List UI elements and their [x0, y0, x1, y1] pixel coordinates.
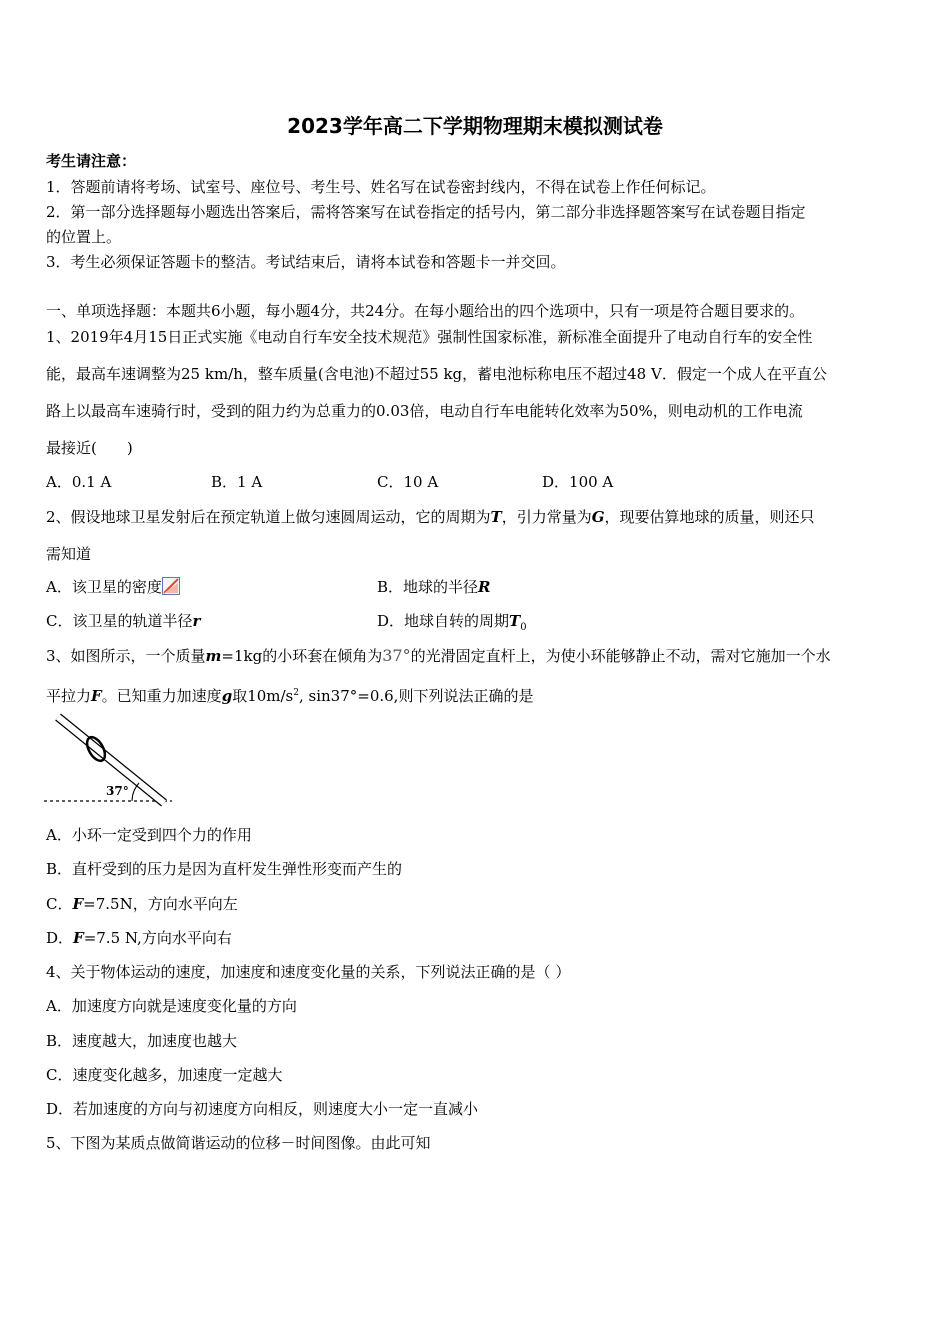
question-4-option-a: A．加速度方向就是速度变化量的方向 [46, 997, 297, 1015]
question-1-line: 1、2019年4月15日正式实施《电动自行车安全技术规范》强制性国家标准，新标准全面提升了电动自行车的安全性 [46, 328, 813, 346]
question-2-option-b: B．地球的半径R [377, 578, 491, 596]
figure-angle-label: 37° [106, 784, 129, 798]
question-2-option-a: A．该卫星的密度 [46, 577, 180, 597]
question-3-option-a: A．小环一定受到四个力的作用 [46, 826, 252, 844]
question-3-option-d: D．F=7.5 N,方向水平向右 [46, 929, 232, 947]
question-2-option-c: C．该卫星的轨道半径r [46, 612, 201, 630]
question-3-stem-line2: 平拉力F。已知重力加速度g取$10m/s^2$, sin37°=0.6,则下列说法正确的是 [46, 687, 534, 705]
section-heading: 一、单项选择题：本题共6小题，每小题4分，共24分。在每小题给出的四个选项中，只有一项是符合题目要求的。 [46, 302, 805, 320]
question-3-option-c: C．F=7.5N，方向水平向左 [46, 895, 238, 913]
incline-rod-figure [44, 713, 174, 808]
question-3-option-b: B．直杆受到的压力是因为直杆发生弹性形变而产生的 [46, 860, 403, 878]
question-1-line: 最接近( ) [46, 439, 133, 457]
question-2-option-d: D．地球自转的周期$T_0$ [377, 612, 527, 633]
question-1-option-d: D．100 A [542, 473, 614, 491]
question-4-option-d: D．若加速度的方向与初速度方向相反，则速度大小一定一直减小 [46, 1100, 479, 1118]
question-2-stem: 2、假设地球卫星发射后在预定轨道上做匀速圆周运动，它的周期为T，引力常量为G，现要估算地球的质量，则还只 [46, 508, 815, 526]
question-4-option-c: C．速度变化越多，加速度一定越大 [46, 1066, 283, 1084]
angle-value: 37° [382, 646, 411, 665]
notice-item: 的位置上。 [46, 228, 122, 246]
question-4-option-b: B．速度越大，加速度也越大 [46, 1032, 238, 1050]
question-1-option-a: A．0.1 A [46, 473, 112, 491]
density-formula-icon [162, 577, 180, 595]
var-T: T [490, 508, 502, 526]
question-5-stem: 5、下图为某质点做简谐运动的位移－时间图像。由此可知 [46, 1134, 431, 1152]
notice-item: 1．答题前请将考场、试室号、座位号、考生号、姓名写在试卷密封线内，不得在试卷上作任何标记。 [46, 178, 716, 196]
notice-item: 2．第一部分选择题每小题选出答案后，需将答案写在试卷指定的括号内，第二部分非选择题答案写在试卷题目指定 [46, 203, 806, 221]
question-1-option-c: C．10 A [377, 473, 439, 491]
var-G: G [591, 508, 605, 526]
question-1-line: 路上以最高车速骑行时，受到的阻力约为总重力的0.03倍，电动自行车电能转化效率为50%，则电动机的工作电流 [46, 402, 803, 420]
question-1-option-b: B．1 A [211, 473, 263, 491]
page-title: 2023学年高二下学期物理期末模拟测试卷 [287, 114, 663, 138]
question-3-stem: 3、如图所示，一个质量m=1kg的小环套在倾角为37°的光滑固定直杆上，为使小环能够静止不动，需对它施加一个水 [46, 646, 831, 665]
notice-heading: 考生请注意： [46, 152, 137, 170]
question-4-stem: 4、关于物体运动的速度，加速度和速度变化量的关系，下列说法正确的是（ ） [46, 963, 571, 981]
question-2-stem-line2: 需知道 [46, 545, 92, 563]
question-1-line: 能，最高车速调整为25 km/h，整车质量(含电池)不超过55 kg，蓄电池标称电压不超过48 V．假定一个成人在平直公 [46, 365, 827, 383]
notice-item: 3．考生必须保证答题卡的整洁。考试结束后，请将本试卷和答题卡一并交回。 [46, 253, 566, 271]
